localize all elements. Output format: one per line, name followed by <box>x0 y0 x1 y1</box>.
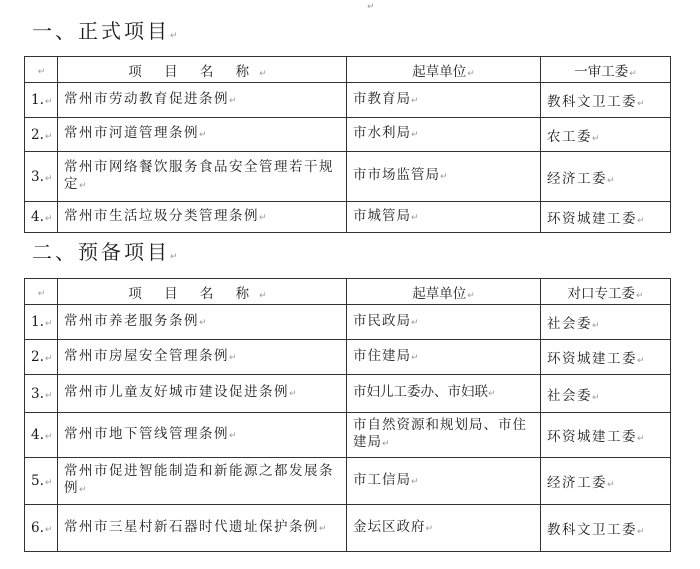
paragraph-mark: ↵ <box>229 430 239 441</box>
section-heading-reserve <box>32 239 181 270</box>
header-committee <box>541 57 671 83</box>
committee <box>541 202 671 233</box>
paragraph-mark: ↵ <box>592 392 602 403</box>
project-name <box>58 458 347 505</box>
paragraph-mark: ↵ <box>44 525 53 535</box>
table-row <box>25 118 671 152</box>
paragraph-mark: ↵ <box>170 31 181 41</box>
header-unit <box>347 279 541 305</box>
paragraph-mark: ↵ <box>488 389 496 399</box>
row-number <box>25 305 58 340</box>
cell-text: 经济工委 <box>547 475 607 491</box>
cell-text: 常州市地下管线管理条例 <box>64 425 229 442</box>
paragraph-mark: ↵ <box>411 95 420 106</box>
paragraph-mark: ↵ <box>199 317 209 328</box>
paragraph-mark: ↵ <box>637 434 647 444</box>
paragraph-mark: ↵ <box>259 68 276 79</box>
drafting-unit <box>347 152 541 202</box>
cell-text: 4. <box>31 209 44 225</box>
section-heading-reserve-text: 二、预备项目 <box>32 240 170 264</box>
paragraph-mark: ↵ <box>44 319 53 329</box>
paragraph-mark: ↵ <box>382 439 391 449</box>
paragraph-mark: ↵ <box>411 476 420 487</box>
table-row <box>25 413 671 458</box>
project-name <box>58 83 347 118</box>
paragraph-mark: ↵ <box>637 356 647 366</box>
cell-text: 常州市养老服务条例 <box>64 312 199 329</box>
paragraph-mark: ↵ <box>199 130 209 140</box>
cell-text: 市教育局 <box>353 90 411 107</box>
project-name <box>58 375 347 413</box>
paragraph-mark: ↵ <box>607 480 617 490</box>
cell-text: 市工信局 <box>353 471 411 488</box>
cell-text: 常州市劳动教育促进条例 <box>64 90 229 107</box>
reserve-projects-table <box>24 278 671 552</box>
cell-text: 环资城建工委 <box>547 211 637 227</box>
cell-text: 常州市生活垃圾分类管理条例 <box>64 207 259 224</box>
table-row <box>25 458 671 505</box>
cell-text: 项 目 名 称 <box>128 63 259 80</box>
cell-text: 对口专工委 <box>567 285 635 302</box>
header-committee <box>541 279 671 305</box>
paragraph-mark: ↵ <box>440 172 449 182</box>
cell-text: 1. <box>31 314 44 330</box>
paragraph-mark: ↵ <box>607 175 617 186</box>
row-number <box>25 413 58 458</box>
table-header-row <box>25 279 671 305</box>
cell-text: 常州市促进智能制造和新能源之都发展条例 <box>64 463 334 496</box>
cell-text: 常州市网络餐饮服务食品安全管理若干规定 <box>64 158 334 192</box>
cell-text: 常州市三星村新石器时代遗址保护条例 <box>64 518 319 535</box>
paragraph-mark: ↵ <box>637 99 647 109</box>
table-row <box>25 375 671 413</box>
cell-text: 1. <box>31 92 44 108</box>
cell-text: 常州市河道管理条例 <box>64 125 199 141</box>
paragraph-mark: ↵ <box>411 130 420 140</box>
paragraph-mark: ↵ <box>229 95 239 106</box>
paragraph-mark: ↵ <box>592 321 602 331</box>
paragraph-mark: ↵ <box>37 288 46 299</box>
committee <box>541 375 671 413</box>
cell-text: 市民政局 <box>353 312 411 329</box>
committee <box>541 83 671 118</box>
paragraph-mark: ↵ <box>44 214 53 224</box>
paragraph-mark: ↵ <box>637 216 647 226</box>
committee <box>541 305 671 340</box>
row-number <box>25 118 58 152</box>
project-name <box>58 305 347 340</box>
table-row <box>25 340 671 375</box>
drafting-unit <box>347 505 541 552</box>
paragraph-mark: ↵ <box>411 352 420 363</box>
row-number <box>25 152 58 202</box>
row-number <box>25 202 58 233</box>
cell-text: 市城管局 <box>353 207 411 224</box>
paragraph-mark: ↵ <box>44 173 53 184</box>
paragraph-mark: ↵ <box>79 485 89 495</box>
cell-text: 农工委 <box>547 128 592 145</box>
paragraph-mark: ↵ <box>592 133 602 144</box>
cell-text: 社会委 <box>547 387 592 404</box>
cell-text: 项 目 名 称 <box>128 285 259 302</box>
drafting-unit <box>347 458 541 505</box>
drafting-unit <box>347 83 541 118</box>
row-number <box>25 458 58 505</box>
paragraph-mark: ↵ <box>319 523 329 534</box>
cell-text: 社会委 <box>547 316 592 332</box>
paragraph-mark: ↵ <box>229 352 239 363</box>
project-name <box>58 202 347 233</box>
cell-text: 市市场监管局 <box>353 167 440 183</box>
paragraph-mark: ↵ <box>44 432 53 442</box>
table-row <box>25 152 671 202</box>
cell-text: 3. <box>31 168 44 185</box>
paragraph-mark: ↵ <box>44 478 53 488</box>
paragraph-mark: ↵ <box>467 68 475 79</box>
cell-text: 常州市儿童友好城市建设促进条例 <box>64 384 289 400</box>
header-num <box>25 57 58 83</box>
cell-text: 起草单位 <box>412 63 467 80</box>
cell-text: 经济工委 <box>547 170 607 187</box>
drafting-unit <box>347 118 541 152</box>
paragraph-mark: ↵ <box>44 131 53 142</box>
drafting-unit <box>347 375 541 413</box>
drafting-unit <box>347 340 541 375</box>
paragraph-mark: ↵ <box>637 527 647 537</box>
cell-text: 6. <box>31 520 44 536</box>
paragraph-mark: ↵ <box>467 290 475 301</box>
cell-text: 环资城建工委 <box>547 351 637 367</box>
cell-text: 金坛区政府 <box>353 518 426 535</box>
row-number <box>25 375 58 413</box>
committee <box>541 505 671 552</box>
row-number <box>25 340 58 375</box>
paragraph-mark: ↵ <box>37 66 46 77</box>
committee <box>541 152 671 202</box>
drafting-unit <box>347 413 541 458</box>
paragraph-mark: ↵ <box>629 68 637 79</box>
paragraph-mark: ↵ <box>411 317 420 328</box>
cell-text: 环资城建工委 <box>547 429 637 445</box>
cell-text: 教科文卫工委 <box>547 94 637 110</box>
cell-text: 教科文卫工委 <box>547 522 637 538</box>
paragraph-mark: ↵ <box>259 290 276 301</box>
header-name <box>58 279 347 305</box>
paragraph-mark: ↵ <box>259 212 269 223</box>
cell-text: 市水利局 <box>353 125 411 141</box>
table-header-row <box>25 57 671 83</box>
project-name <box>58 152 347 202</box>
section-heading-formal-text: 一、正式项目 <box>32 19 170 43</box>
table-row <box>25 83 671 118</box>
row-number <box>25 83 58 118</box>
cell-text: 市妇儿工委办、市妇联 <box>353 384 488 400</box>
cell-text: 5. <box>31 473 44 489</box>
project-name <box>58 413 347 458</box>
header-num <box>25 279 58 305</box>
cell-text: 市住建局 <box>353 347 411 364</box>
committee <box>541 413 671 458</box>
paragraph-mark: ↵ <box>411 212 420 223</box>
drafting-unit <box>347 305 541 340</box>
header-name <box>58 57 347 83</box>
cell-text: 2. <box>31 349 44 365</box>
paragraph-mark: ↵ <box>79 180 89 191</box>
paragraph-mark: ↵ <box>635 290 644 301</box>
row-number <box>25 505 58 552</box>
committee <box>541 118 671 152</box>
table-row <box>25 305 671 340</box>
paragraph-mark: ↵ <box>44 97 53 107</box>
cell-text: 市自然资源和规划局、市住建局 <box>353 417 527 450</box>
cell-text: 一审工委 <box>574 63 629 80</box>
project-name <box>58 340 347 375</box>
cell-text: 3. <box>31 385 44 402</box>
table-row <box>25 202 671 233</box>
committee <box>541 458 671 505</box>
paragraph-mark: ↵ <box>289 389 299 399</box>
paragraph-mark: ↵ <box>425 523 435 534</box>
table-row <box>25 505 671 552</box>
drafting-unit <box>347 202 541 233</box>
cell-text: 常州市房屋安全管理条例 <box>64 347 229 364</box>
paragraph-mark: ↵ <box>170 252 181 262</box>
header-unit <box>347 57 541 83</box>
cell-text: 2. <box>31 126 44 143</box>
committee <box>541 340 671 375</box>
paragraph-mark: ↵ <box>44 354 53 364</box>
cell-text: 4. <box>31 427 44 443</box>
cell-text: 起草单位 <box>412 285 467 302</box>
section-heading-formal <box>32 18 181 49</box>
formal-projects-table <box>24 56 671 233</box>
project-name <box>58 505 347 552</box>
paragraph-mark: ↵ <box>44 390 53 401</box>
project-name <box>58 118 347 152</box>
paragraph-mark: ↵ <box>367 2 375 12</box>
